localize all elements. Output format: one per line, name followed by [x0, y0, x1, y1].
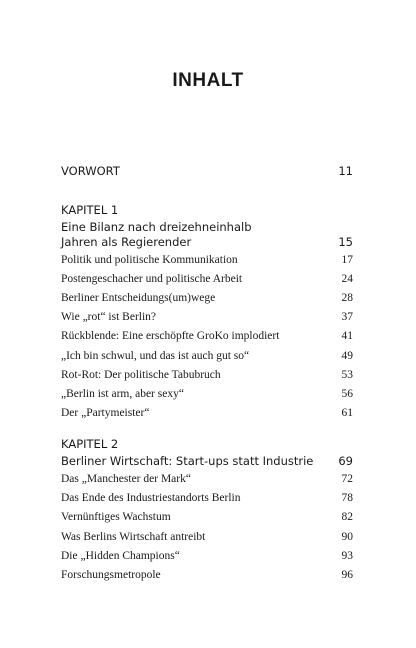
toc-entry-page: 72: [341, 473, 353, 485]
toc-entry[interactable]: [61, 254, 353, 266]
toc-entry[interactable]: [61, 492, 353, 504]
page-title: INHALT: [172, 70, 244, 91]
toc-entry-page: 96: [341, 569, 353, 581]
chapter-2-page: 69: [338, 454, 353, 468]
toc-entry-label: VORWORT: [61, 164, 120, 178]
toc-entry-label: Rot-Rot: Der politische Tabubruch: [61, 368, 221, 381]
toc-entry-label: Die „Hidden Champions“: [61, 549, 180, 562]
toc-entry-page: 24: [341, 273, 353, 286]
toc-entry-label: Wie „rot“ ist Berlin?: [61, 311, 157, 324]
toc-entry-page: 11: [338, 164, 353, 178]
toc-entry[interactable]: [61, 292, 353, 304]
toc-entry[interactable]: [61, 550, 353, 562]
toc-entry[interactable]: [61, 330, 353, 342]
toc-entry-page: 56: [341, 387, 353, 400]
toc-entry[interactable]: [61, 511, 353, 523]
toc-entry[interactable]: [61, 350, 353, 362]
toc-entry[interactable]: [61, 273, 353, 285]
toc-entry-page: 90: [341, 530, 353, 543]
toc-entry-label: Rückblende: Eine erschöpfte GroKo implodiert: [61, 330, 280, 343]
toc-entry-page: 37: [341, 311, 353, 324]
toc-entry-label: Berliner Entscheidungs(um)wege: [61, 292, 216, 305]
toc-entry[interactable]: [61, 473, 353, 485]
toc-entry-page: 53: [341, 368, 353, 381]
chapter-1-title-line1: Eine Bilanz nach dreizehneinhalb: [61, 220, 252, 234]
chapter-1-heading: KAPITEL 1: [61, 203, 119, 217]
toc-entry[interactable]: [61, 388, 353, 400]
toc-entry-vorwort[interactable]: [61, 164, 353, 178]
toc-entry-page: 93: [341, 549, 353, 562]
toc-entry-label: „Berlin ist arm, aber sexy“: [61, 387, 184, 400]
chapter-2-heading: KAPITEL 2: [61, 437, 119, 451]
toc-entry[interactable]: [61, 569, 353, 581]
toc-entry-label: Das „Manchester der Mark“: [61, 473, 191, 485]
toc-entry-page: 49: [341, 349, 353, 362]
toc-entry[interactable]: [61, 369, 353, 381]
toc-entry-label: Postengeschacher und politische Arbeit: [61, 273, 243, 286]
toc-entry-label: Forschungsmetropole: [61, 569, 161, 581]
toc-entry[interactable]: [61, 311, 353, 323]
toc-entry[interactable]: [61, 531, 353, 543]
chapter-1-title[interactable]: [61, 235, 353, 249]
toc-entry-page: 82: [341, 511, 353, 524]
toc-entry-label: Der „Partymeister“: [61, 406, 150, 419]
toc-entry-label: Das Ende des Industriestandorts Berlin: [61, 492, 241, 505]
chapter-1-title-line2: Jahren als Regierender: [61, 235, 192, 249]
chapter-2-title[interactable]: [61, 454, 353, 468]
toc-entry-label: Politik und politische Kommunikation: [61, 254, 238, 266]
toc-entry-label: Vernünftiges Wachstum: [61, 511, 171, 524]
toc-entry-page: 78: [341, 492, 353, 505]
toc-entry-page: 41: [341, 330, 353, 343]
chapter-2-title-line1: Berliner Wirtschaft: Start-ups statt Industrie: [61, 454, 314, 468]
toc-entry-page: 17: [341, 254, 353, 266]
chapter-1-page: 15: [338, 235, 353, 249]
toc-entry-page: 28: [341, 292, 353, 305]
toc-entry-label: „Ich bin schwul, und das ist auch gut so“: [61, 349, 250, 362]
toc-entry-label: Was Berlins Wirtschaft antreibt: [61, 530, 206, 543]
toc-entry[interactable]: [61, 407, 353, 419]
toc-entry-page: 61: [341, 406, 353, 419]
